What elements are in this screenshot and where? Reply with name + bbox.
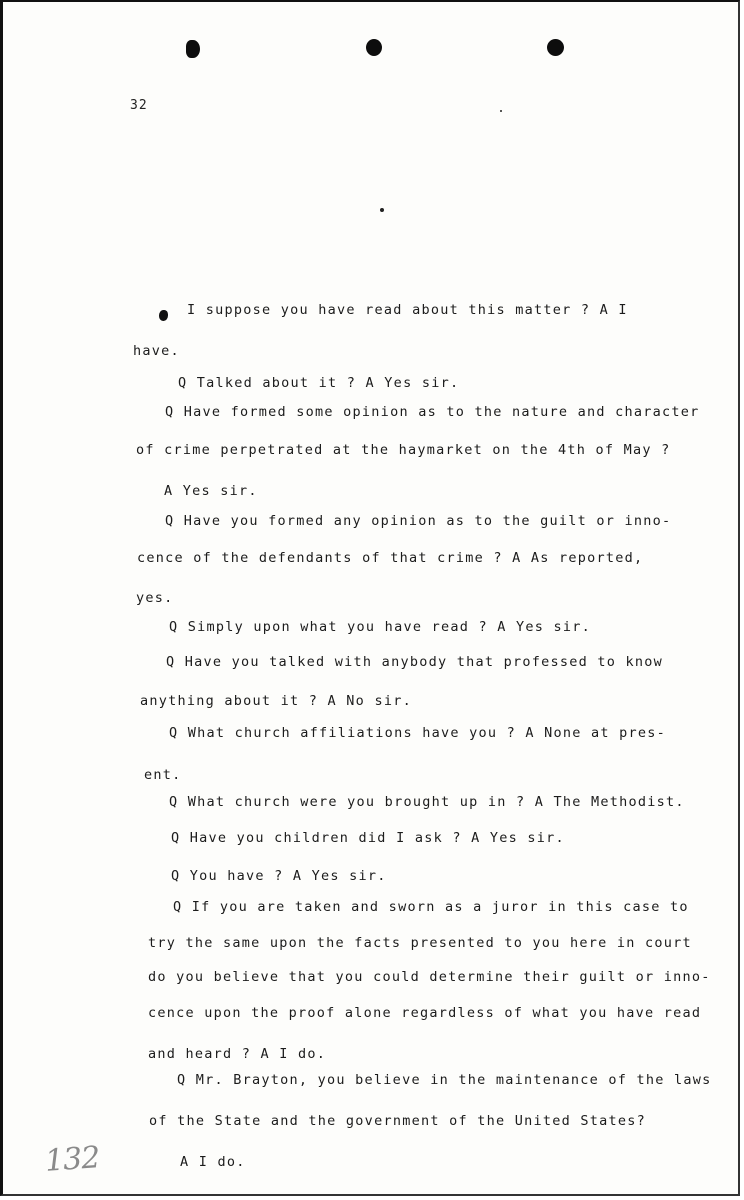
transcript-line: Q Have you formed any opinion as to the guilt or inno- xyxy=(165,513,672,529)
ink-speck xyxy=(380,208,384,212)
transcript-line: Q What church affiliations have you ? A None at pres- xyxy=(169,725,667,741)
transcript-line: A I do. xyxy=(180,1154,246,1170)
transcript-line: and heard ? A I do. xyxy=(148,1046,327,1062)
transcript-line: do you believe that you could determine their guilt or inno- xyxy=(148,969,711,985)
transcript-line: of crime perpetrated at the haymarket on the 4th of May ? xyxy=(136,442,671,458)
transcript-line: anything about it ? A No sir. xyxy=(140,693,412,709)
punch-hole-mark xyxy=(366,39,382,56)
transcript-line: cence upon the proof alone regardless of what you have read xyxy=(148,1005,702,1021)
page-number: 32 xyxy=(130,98,148,113)
transcript-line: Q You have ? A Yes sir. xyxy=(171,868,387,884)
transcript-line: Q Mr. Brayton, you believe in the maintenance of the laws xyxy=(177,1072,712,1088)
transcript-line: I suppose you have read about this matter ? A I xyxy=(187,302,628,318)
transcript-line: Q Have you children did I ask ? A Yes sir. xyxy=(171,830,565,846)
transcript-line: Q Have formed some opinion as to the nature and character xyxy=(165,404,700,420)
transcript-line: yes. xyxy=(136,590,174,606)
question-marker-blob xyxy=(159,310,168,321)
handwritten-page-mark: 132 xyxy=(43,1140,101,1179)
transcript-line: Q What church were you brought up in ? A The Methodist. xyxy=(169,794,685,810)
transcript-line: ent. xyxy=(144,767,182,783)
transcript-line: of the State and the government of the United States? xyxy=(149,1113,647,1129)
transcript-line: Q If you are taken and sworn as a juror in this case to xyxy=(173,899,689,915)
transcript-line: Q Simply upon what you have read ? A Yes sir. xyxy=(169,619,591,635)
transcript-line: try the same upon the facts presented to you here in court xyxy=(148,935,692,951)
transcript-line: Q Talked about it ? A Yes sir. xyxy=(178,375,460,391)
transcript-line: A Yes sir. xyxy=(164,483,258,499)
punch-hole-mark xyxy=(186,40,200,58)
transcript-line: have. xyxy=(133,343,180,359)
transcript-line: Q Have you talked with anybody that professed to know xyxy=(166,654,664,670)
punch-hole-mark xyxy=(547,39,564,56)
transcript-line: cence of the defendants of that crime ? A As reported, xyxy=(137,550,644,566)
ink-speck xyxy=(500,110,502,112)
